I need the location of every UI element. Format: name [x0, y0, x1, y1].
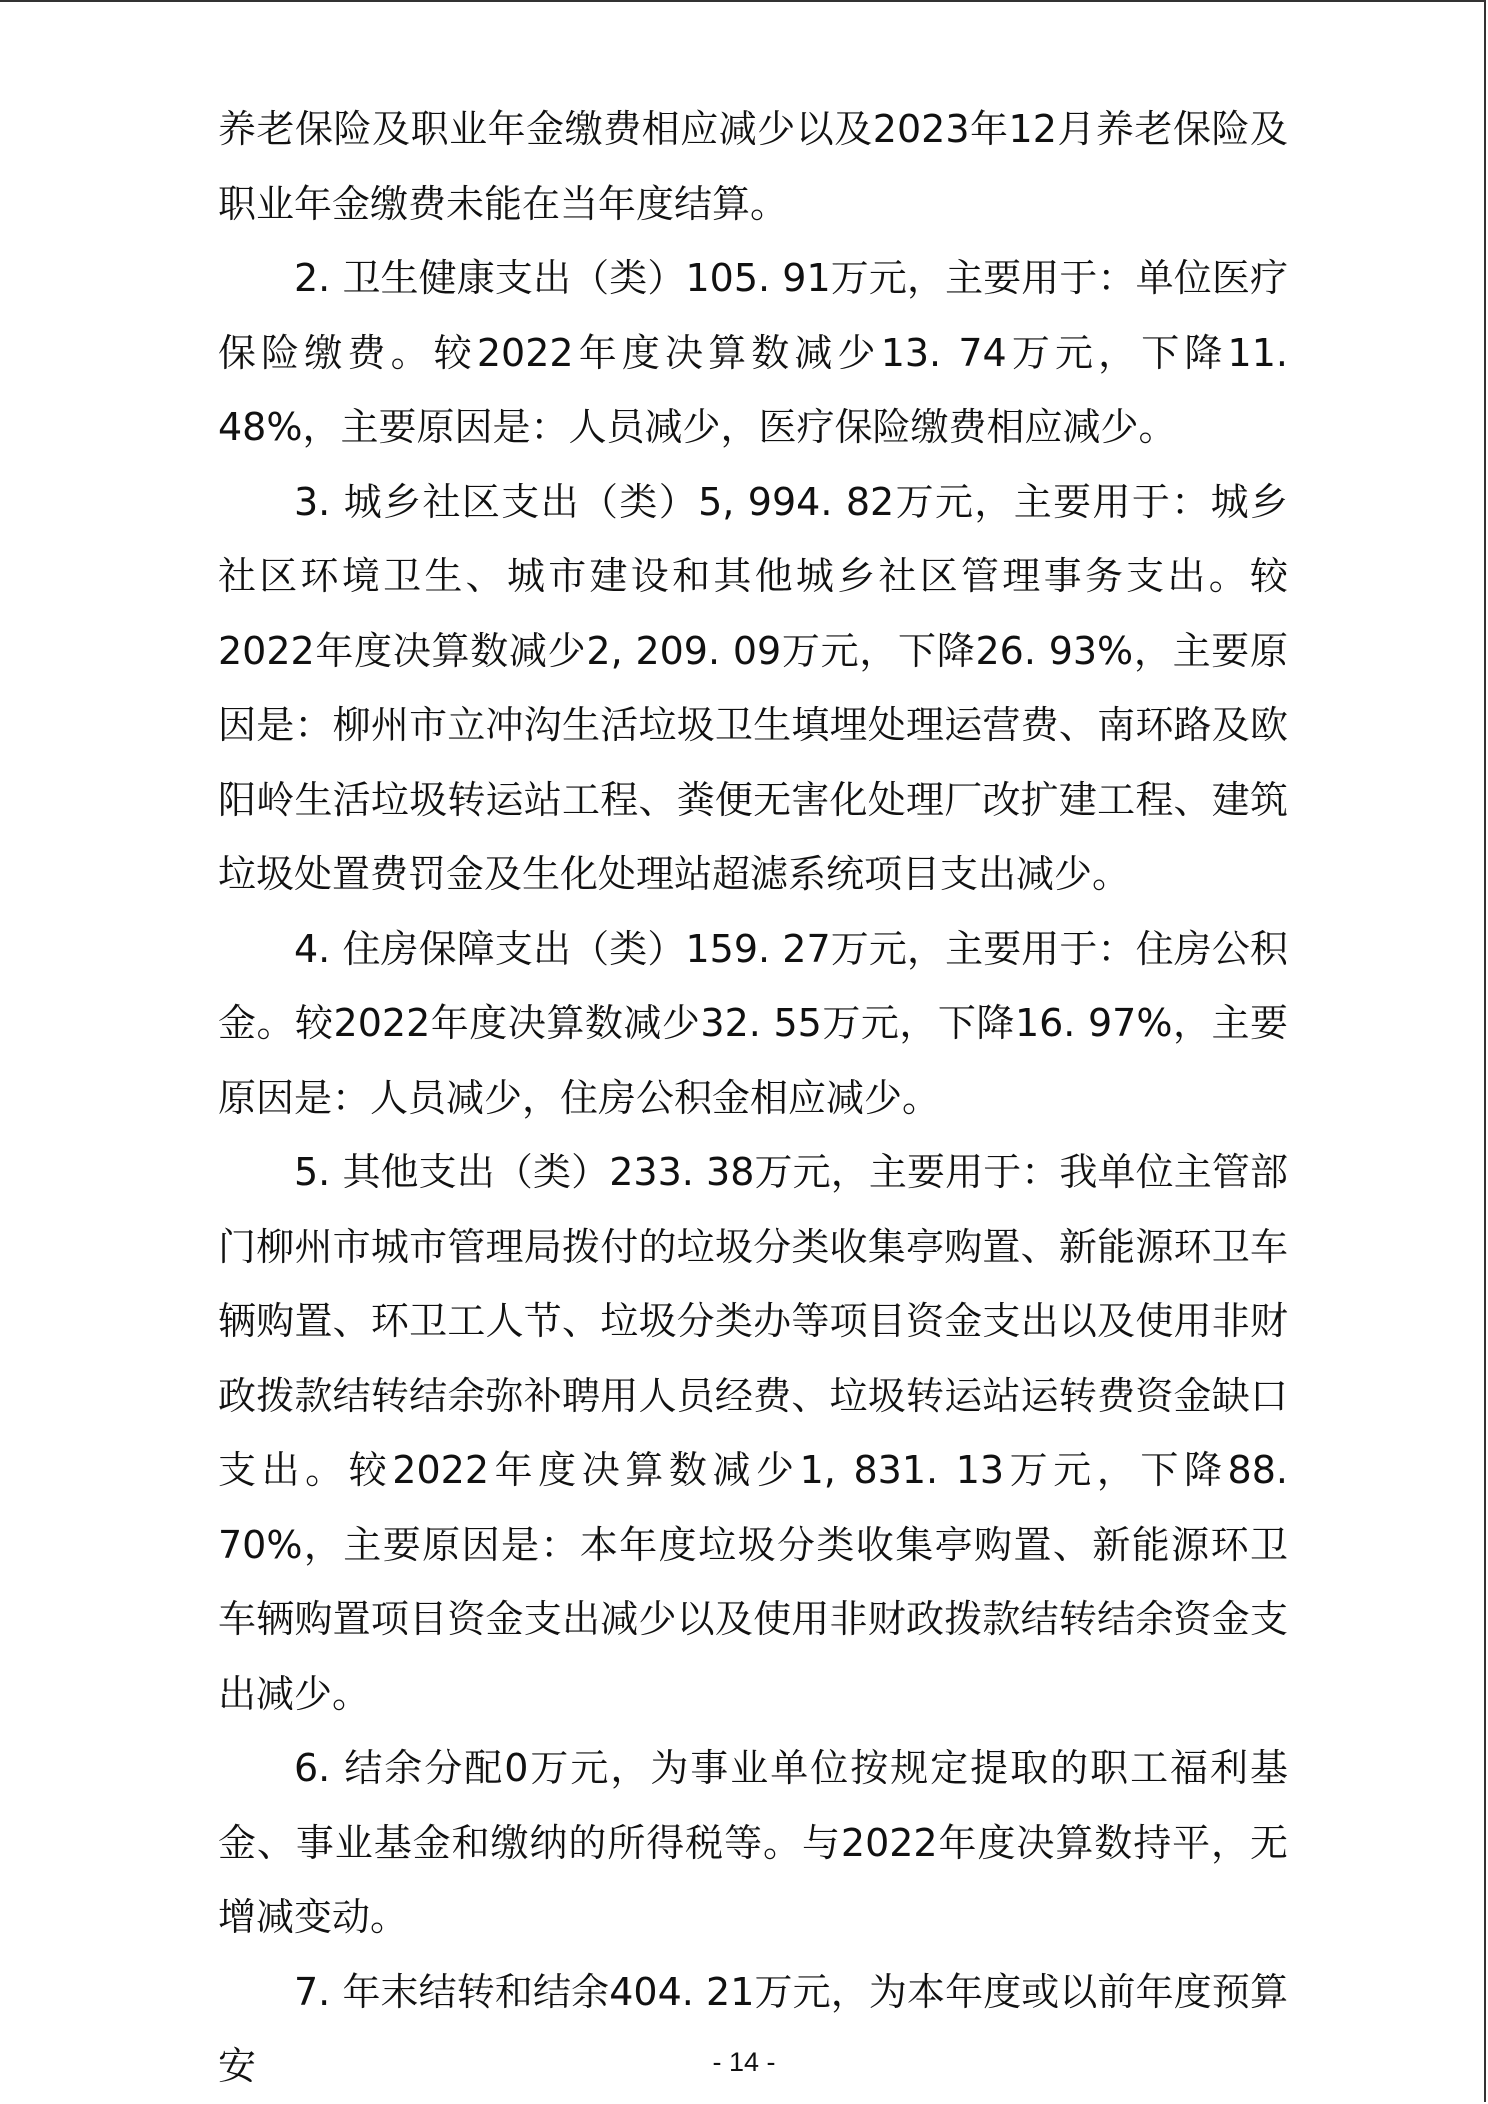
- paragraph-housing-expenditure: 4. 住房保障支出（类）159. 27万元，主要用于：住房公积金。较2022年度决算数减少32. 55万元，下降16. 97%，主要原因是：人员减少，住房公积金相应减少。: [218, 926, 1288, 1120]
- paragraph-other-expenditure: 5. 其他支出（类）233. 38万元，主要用于：我单位主管部门柳州市城市管理局拨付的垃圾分类收集亭购置、新能源环卫车辆购置、环卫工人节、垃圾分类办等项目资金支出以及使用非财政拨款结转结余弥补聘用人员经费、垃圾转运站运转费资金缺口支出。较2022年度决算数减少1, 831. 13万元，下降88. 70%，主要原因是：本年度垃圾分类收集亭购置、新能源环卫车辆购置项目资金支出减少以及使用非财政拨款结转结余资金支出减少。: [218, 1150, 1288, 1716]
- document-body: [218, 92, 1288, 2104]
- paragraph-continuation: 养老保险及职业年金缴费相应减少以及2023年12月养老保险及职业年金缴费未能在当年度结算。: [218, 107, 1288, 226]
- paragraph-health-expenditure: 2. 卫生健康支出（类）105. 91万元，主要用于：单位医疗保险缴费。较2022年度决算数减少13. 74万元，下降11. 48%，主要原因是：人员减少，医疗保险缴费相应减少。: [218, 256, 1288, 449]
- paragraph-year-end-balance: 7. 年末结转和结余404. 21万元，为本年度或以前年度预算安: [218, 1969, 1288, 2088]
- paragraph-surplus-distribution: 6. 结余分配0万元，为事业单位按规定提取的职工福利基金、事业基金和缴纳的所得税等。与2022年度决算数持平，无增减变动。: [218, 1746, 1288, 1939]
- paragraph-urban-rural-expenditure: 3. 城乡社区支出（类）5, 994. 82万元，主要用于：城乡社区环境卫生、城市建设和其他城乡社区管理事务支出。较2022年度决算数减少2, 209. 09万元，下降26. 93%，主要原因是：柳州市立冲沟生活垃圾卫生填埋处理运营费、南环路及欧阳岭生活垃圾转运站工程、粪便无害化处理厂改扩建工程、建筑垃圾处置费罚金及生化处理站超滤系统项目支出减少。: [218, 479, 1288, 896]
- page-number: - 14 -: [712, 2047, 776, 2077]
